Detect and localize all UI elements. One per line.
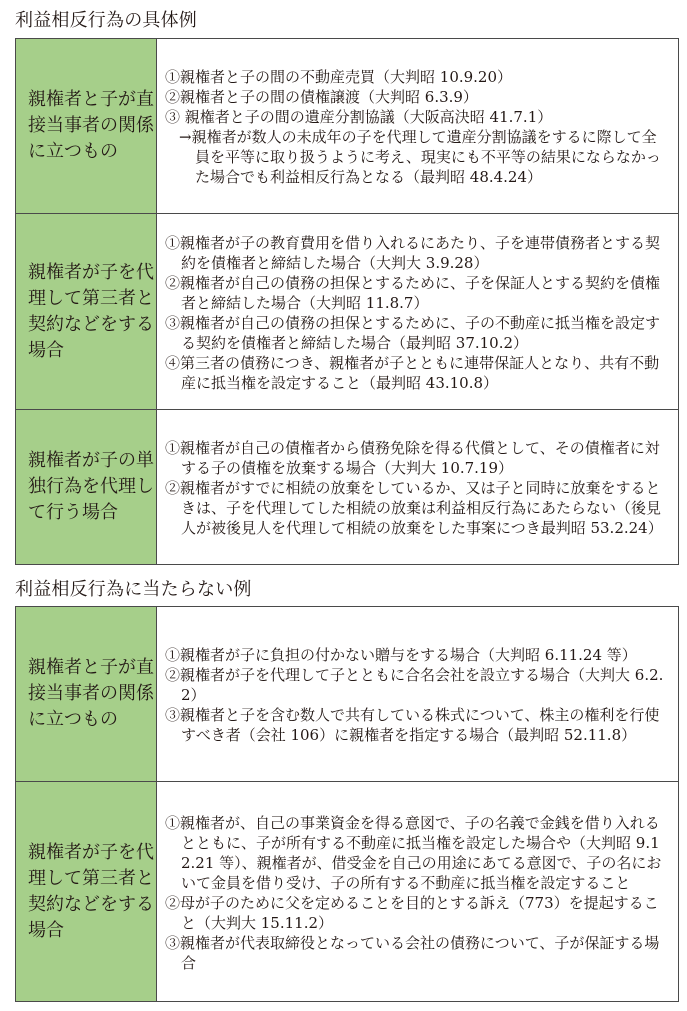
list-item: ③ 親権者と子の間の遺産分割協議（大阪高決昭 41.7.1） (165, 108, 553, 126)
row-heading: 親権者が子を代理して第三者と契約などをする場合 (16, 214, 157, 410)
list-item: ②親権者がすでに相続の放棄をしているか、又は子と同時に放棄をするときは、子を代理してした相続の放棄は利益相反行為にあたらない（後見人が被後見人を代理して相続の放棄をした事案につき最判昭 53.2.24） (165, 479, 663, 537)
list-item: ③親権者が自己の債務の担保とするために、子の不動産に抵当権を設定する契約を債権者と締結した場合（最判昭 37.10.2） (165, 313, 661, 352)
row-content (157, 410, 679, 565)
row-heading: 親権者が子の単独行為を代理して行う場合 (16, 410, 157, 565)
table-row (16, 607, 679, 782)
list-note: →親権者が数人の未成年の子を代理して遺産分割協議をするに際して全員を平等に取り扱うように考え、現実にも不平等の結果にならなかった場合でも利益相反行為となる（最判昭 48.4.24） (179, 128, 661, 186)
list-item: ②親権者が子を代理して子とともに合名会社を設立する場合（大判大 6.2.2） (165, 666, 664, 704)
row-heading: 親権者と子が直接当事者の関係に立つもの (16, 607, 157, 782)
non-conflict-examples-table (15, 606, 679, 1002)
table-row (16, 782, 679, 1002)
table-row (16, 214, 679, 410)
list-item: ①親権者と子の間の不動産売買（大判昭 10.9.20） (165, 68, 513, 86)
list-item: ④第三者の債務につき、親権者が子とともに連帯保証人となり、共有不動産に抵当権を設定すること（最判昭 43.10.8） (165, 353, 660, 392)
list-item: ①親権者が子の教育費用を借り入れるにあたり、子を連帯債務者とする契約を債権者と締結した場合（大判大 3.9.28） (165, 233, 661, 272)
list-item: ③親権者と子を含む数人で共有している株式について、株主の権利を行使すべき者（会社 106）に親権者を指定する場合（最判昭 52.11.8） (165, 706, 660, 744)
row-heading: 親権者が子を代理して第三者と契約などをする場合 (16, 782, 157, 1002)
list-item: ②親権者と子の間の債権譲渡（大判昭 6.3.9） (165, 88, 478, 106)
section-title-conflict-examples: 利益相反行為の具体例 (15, 10, 197, 31)
row-content (157, 607, 679, 782)
list-item: ①親権者が自己の債権者から債務免除を得る代償として、その債権者に対する子の債権を放棄する場合（大判大 10.7.19） (165, 439, 660, 477)
table-row (16, 39, 679, 214)
row-content (157, 39, 679, 214)
row-content (157, 782, 679, 1002)
list-item: ②母が子のために父を定めることを目的とする訴え（773）を提起すること（大判大 15.11.2） (165, 893, 659, 932)
list-item: ①親権者が、自己の事業資金を得る意図で、子の名義で金銭を借り入れるとともに、子が所有する不動産に抵当権を設定した場合や（大判昭 9.12.21 等）、親権者が、借受金を自己の用途にあてる意図で、子の名において金員を借り受け、子の所有する不動産に抵当権を設定すること (165, 813, 662, 892)
row-heading: 親権者と子が直接当事者の関係に立つもの (16, 39, 157, 214)
row-content (157, 214, 679, 410)
list-item: ②親権者が自己の債務の担保とするために、子を保証人とする契約を債権者と締結した場合（大判昭 11.8.7） (165, 273, 661, 312)
list-item: ①親権者が子に負担の付かない贈与をする場合（大判昭 6.11.24 等） (165, 646, 637, 664)
conflict-examples-table (15, 38, 679, 565)
section-title-non-conflict-examples: 利益相反行為に当たらない例 (15, 579, 252, 600)
list-item: ③親権者が代表取締役となっている会社の債務について、子が保証する場合 (165, 933, 660, 972)
table-row (16, 410, 679, 565)
